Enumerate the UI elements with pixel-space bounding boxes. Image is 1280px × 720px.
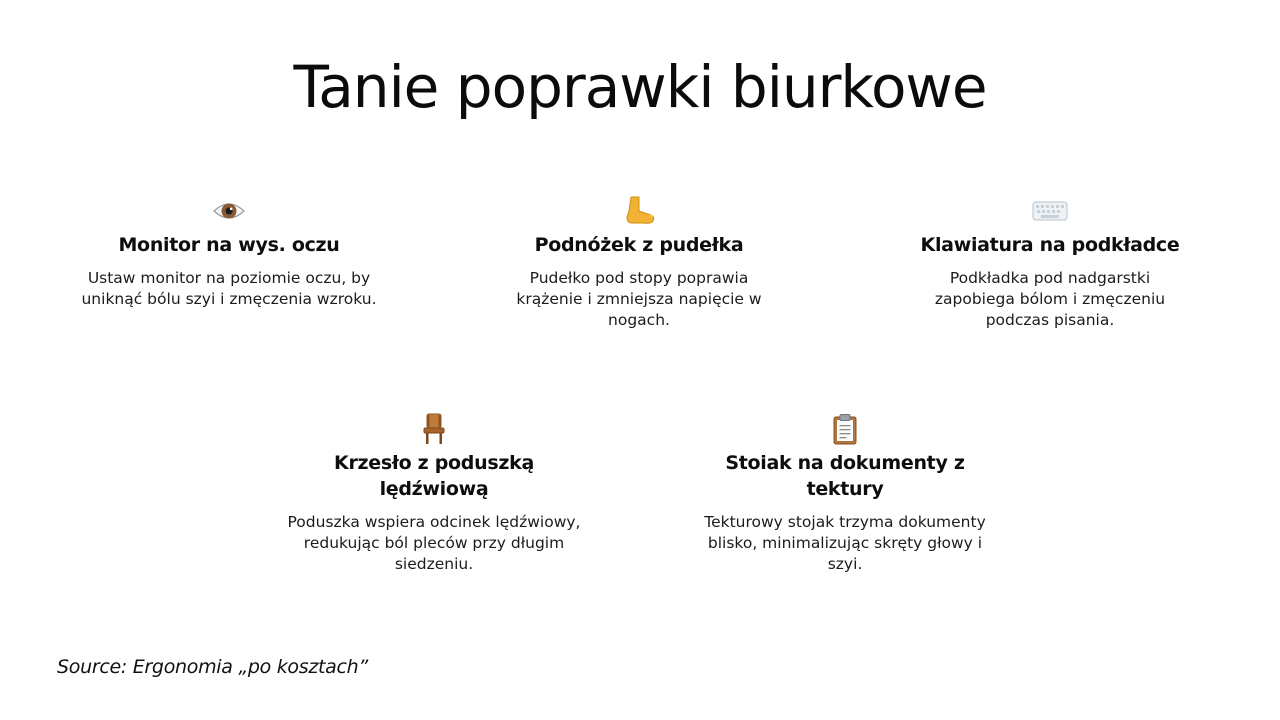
card-text: Podkładka pod nadgarstki zapobiega bólom i zmęczeniu podczas pisania. (934, 269, 1166, 329)
foot-icon (484, 192, 794, 228)
slide-title: Tanie poprawki biurkowe (293, 53, 987, 121)
card-chair (279, 410, 589, 575)
card-footrest (484, 192, 794, 331)
card-text: Poduszka wspiera odcinek lędźwiowy, redukując ból pleców przy długim siedzeniu. (287, 513, 581, 573)
card-title: Klawiatura na podkładce (920, 234, 1180, 256)
card-title: Podnóżek z pudełka (534, 234, 744, 256)
chair-icon (279, 410, 589, 446)
card-text: Pudełko pod stopy poprawia krążenie i zmniejsza napięcie w nogach. (516, 269, 762, 329)
card-document-stand (690, 410, 1000, 575)
card-title: Krzesło z poduszką lędźwiową (334, 452, 534, 500)
card-keyboard (895, 192, 1205, 331)
card-title: Monitor na wys. oczu (118, 234, 340, 256)
card-text: Ustaw monitor na poziomie oczu, by uniknąć bólu szyi i zmęczenia wzroku. (81, 269, 377, 308)
eye-icon (74, 192, 384, 228)
source-note: Source: Ergonomia „po kosztach” (57, 656, 368, 678)
card-text: Tekturowy stojak trzyma dokumenty blisko, minimalizując skręty głowy i szyi. (704, 513, 986, 573)
card-title: Stoiak na dokumenty z tektury (725, 452, 965, 500)
clipboard-icon (690, 410, 1000, 446)
keyboard-icon (895, 192, 1205, 228)
card-monitor (74, 192, 384, 310)
